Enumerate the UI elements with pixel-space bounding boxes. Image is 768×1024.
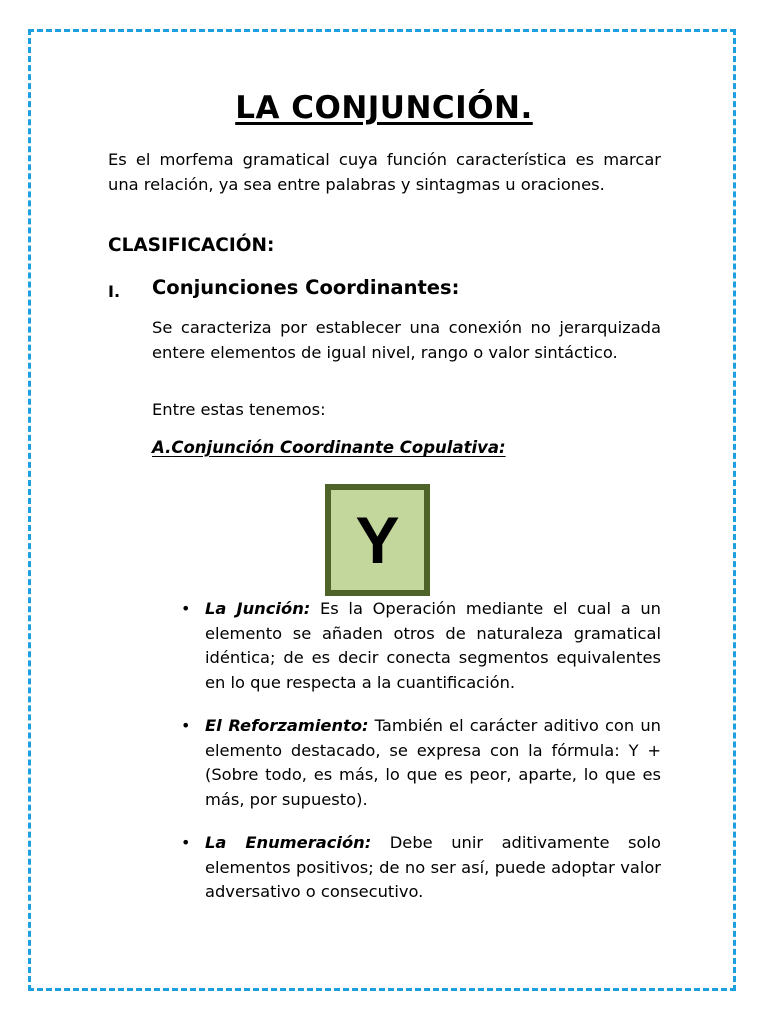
list-item-reinforcement [205, 714, 661, 812]
subsection-heading [152, 438, 506, 457]
section-numeral: I. [108, 282, 121, 301]
list-item-junction [205, 597, 661, 695]
list-item-text: Es la Operación mediante el cual a un elemento se añaden otros de naturaleza gramatical idéntica; de es decir conecta segmentos equivalentes en lo que respecta a la cuantificación. [205, 599, 661, 692]
list-item-enumeration [205, 831, 661, 905]
classification-heading: CLASIFICACIÓN: [108, 235, 275, 256]
section-heading: Conjunciones Coordinantes: [152, 276, 460, 299]
list-item-term: La Junción: [205, 599, 311, 618]
subsection-letter: A. [152, 438, 172, 457]
document-title: LA CONJUNCIÓN. [235, 90, 533, 126]
bullet-dot-icon: • [181, 599, 191, 618]
entre-estas-text: Entre estas tenemos: [152, 400, 326, 419]
bullet-dot-icon: • [181, 833, 191, 852]
copulative-symbol-box: Y [325, 484, 430, 596]
section-description: Se caracteriza por establecer una conexión no jerarquizada entere elementos de igual nivel, rango o valor sintáctico. [152, 318, 661, 362]
list-item-term: La Enumeración: [205, 833, 372, 852]
intro-paragraph: Es el morfema gramatical cuya función característica es marcar una relación, ya sea entre palabras y sintagmas u oraciones. [108, 150, 661, 194]
list-item-text: También el carácter aditivo con un elemento destacado, se expresa con la fórmula: Y + (Sobre todo, es más, lo que es peor, aparte, lo que es más, por supuesto). [205, 716, 661, 809]
list-item-term: El Reforzamiento: [205, 716, 369, 735]
list-item-text: Debe unir aditivamente solo elementos positivos; de no ser así, puede adoptar valor adversativo o consecutivo. [205, 833, 661, 901]
bullet-dot-icon: • [181, 716, 191, 735]
subsection-title: Conjunción Coordinante Copulativa: [171, 438, 506, 457]
